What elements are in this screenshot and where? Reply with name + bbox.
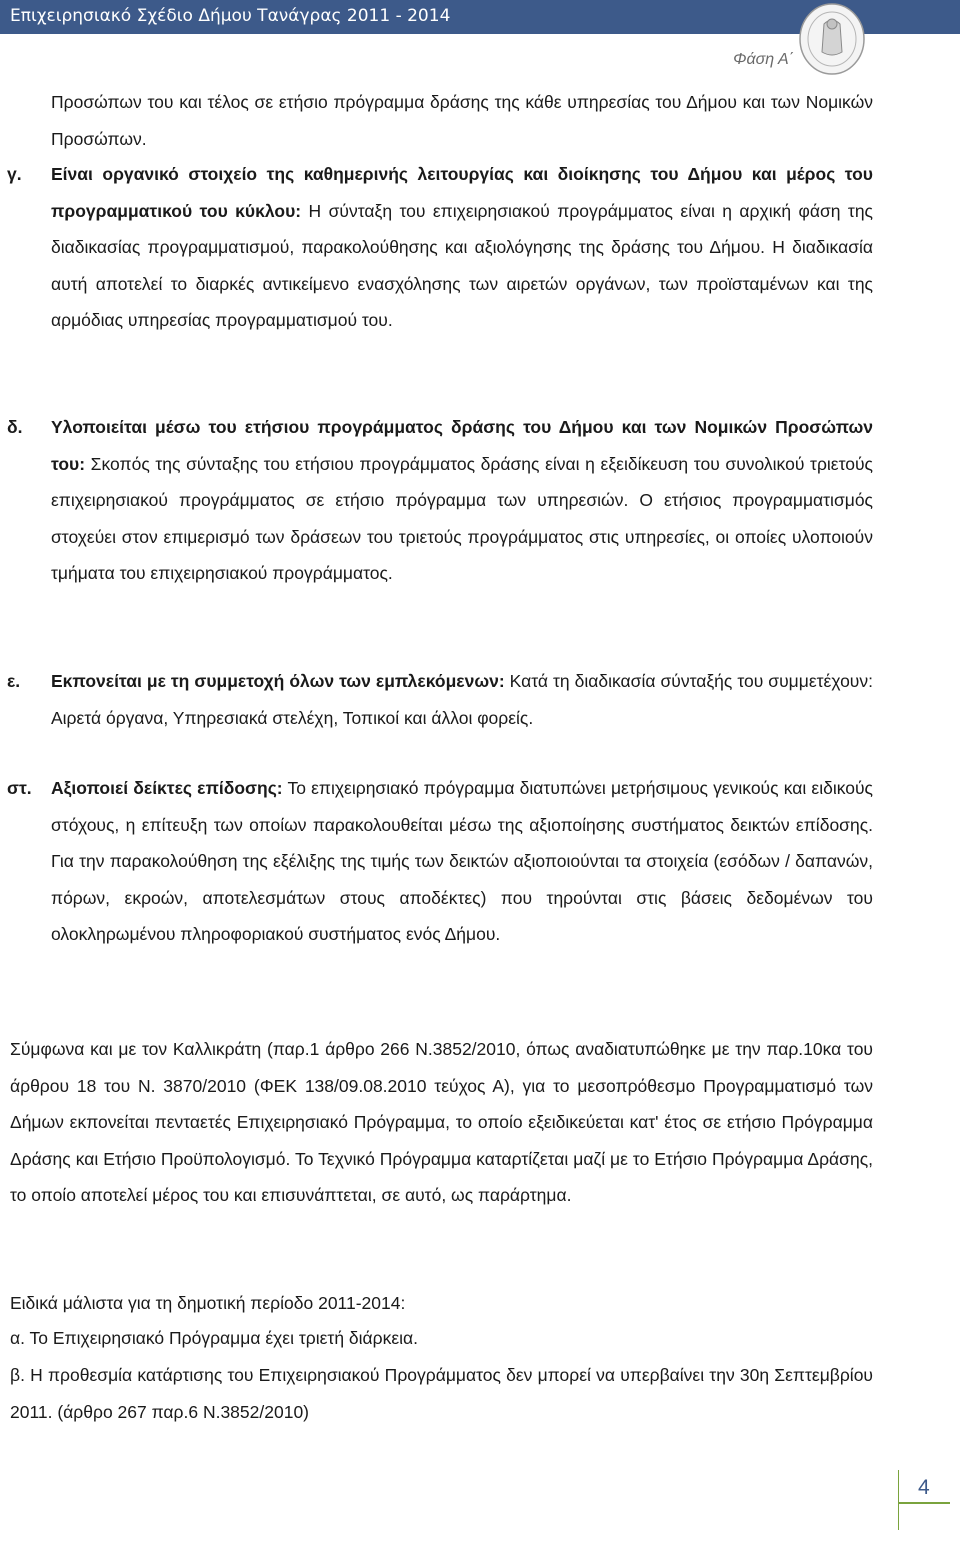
paragraph-g <box>51 156 873 339</box>
paragraph-d-heading: Υλοποιείται μέσω του ετήσιου προγράμματος δράσης του Δήμου και των Νομικών Προσώπων του: <box>51 417 873 474</box>
list-marker-st: στ. <box>7 778 32 798</box>
paragraph-st <box>51 770 873 953</box>
footer-divider <box>898 1502 950 1504</box>
period-item-a: α. Το Επιχειρησιακό Πρόγραμμα έχει τριετή διάρκεια. <box>10 1328 419 1348</box>
paragraph-d-body: Σκοπός της σύνταξης του ετήσιου προγράμματος δράσης είναι η εξειδίκευση του συνολικού τριετούς επιχειρησιακού προγράμματος σε ετήσιο πρόγραμμα των υπηρεσιών. Ο ετήσιος προγραμματισμός στοχεύει στον επιμερισμό των δράσεων του τριετούς προγράμματος στις υπηρεσίες, οι οποίες υλοποιούν τμήματα του επιχειρησιακού προγράμματος. <box>51 453 873 583</box>
municipality-seal-icon <box>788 2 874 76</box>
period-item-b: β. Η προθεσμία κατάρτισης του Επιχειρησιακού Προγράμματος δεν μπορεί να υπερβαίνει την 30η Σεπτεμβρίου 2011. (άρθρο 267 παρ.6 Ν.3852/2010) <box>10 1365 873 1422</box>
document-title: Επιχειρησιακό Σχέδιο Δήμου Τανάγρας 2011 - 2014 <box>10 6 451 26</box>
list-marker-d: δ. <box>7 417 23 437</box>
period-intro: Ειδικά μάλιστα για τη δημοτική περίοδο 2011-2014: <box>10 1293 406 1313</box>
paragraph-st-body: Το επιχειρησιακό πρόγραμμα διατυπώνει μετρήσιμους γενικούς και ειδικούς στόχους, η επίτευξη των οποίων παρακολουθείται μέσω της αξιοποίησης συστήματος δεικτών επίδοσης. Για την παρακολούθηση της εξέλιξης της τιμής των δεικτών αξιοποιούνται τα στοιχεία (εσόδων / δαπανών, πόρων, εκροών, αποτελεσμάτων στους αποδέκτες) που τηρούνται στις βάσεις δεδομένων του ολοκληρωμένου πληροφοριακού συστήματος ενός Δήμου. <box>51 778 873 944</box>
paragraph-g-body: Η σύνταξη του επιχειρησιακού προγράμματος είναι η αρχική φάση της διαδικασίας προγραμματισμού, παρακολούθησης και αξιολόγησης της δράσης του Δήμου. Η διαδικασία αυτή αποτελεί το διαρκές αντικείμενο ενασχόλησης των αιρετών οργάνων, των προϊσταμένων και της αρμόδιας υπηρεσίας προγραμματισμού του. <box>51 200 873 330</box>
paragraph-e <box>51 663 873 736</box>
paragraph-law: Σύμφωνα και με τον Καλλικράτη (παρ.1 άρθρο 266 Ν.3852/2010, όπως αναδιατυπώθηκε με την παρ.10κα του άρθρου 18 του Ν. 3870/2010 (ΦΕΚ 138/09.08.2010 τεύχος Α), για το μεσοπρόθεσμο Προγραμματισμό των Δήμων εκπονείται πενταετές Επιχειρησιακό Πρόγραμμα, το οποίο εξειδικεύεται κατ' έτος σε ετήσιο Πρόγραμμα Δράσης και Ετήσιο Προϋπολογισμό. Το Τεχνικό Πρόγραμμα καταρτίζεται μαζί με το Ετήσιο Πρόγραμμα Δράσης, το οποίο αποτελεί μέρος του και επισυνάπτεται, σε αυτό, ως παράρτημα. <box>10 1039 873 1205</box>
paragraph-d <box>51 409 873 592</box>
list-marker-g: γ. <box>7 164 22 184</box>
paragraph-g-heading: Είναι οργανικό στοιχείο της καθημερινής λειτουργίας και διοίκησης του Δήμου και μέρος του προγραμματικού του κύκλου: <box>51 164 873 221</box>
paragraph-e-body: Κατά τη διαδικασία σύνταξής του συμμετέχουν: Αιρετά όργανα, Υπηρεσιακά στελέχη, Τοπικοί και άλλοι φορείς. <box>51 671 873 728</box>
footer-divider-vertical <box>898 1470 899 1530</box>
paragraph-continuation: Προσώπων του και τέλος σε ετήσιο πρόγραμμα δράσης της κάθε υπηρεσίας του Δήμου και των Νομικών Προσώπων. <box>51 92 873 149</box>
page-number: 4 <box>918 1476 930 1499</box>
list-marker-e: ε. <box>7 671 21 691</box>
phase-label: Φάση Α΄ <box>733 51 794 68</box>
paragraph-e-heading: Εκπονείται με τη συμμετοχή όλων των εμπλεκόμενων: <box>51 671 505 691</box>
paragraph-st-heading: Αξιοποιεί δείκτες επίδοσης: <box>51 778 283 798</box>
